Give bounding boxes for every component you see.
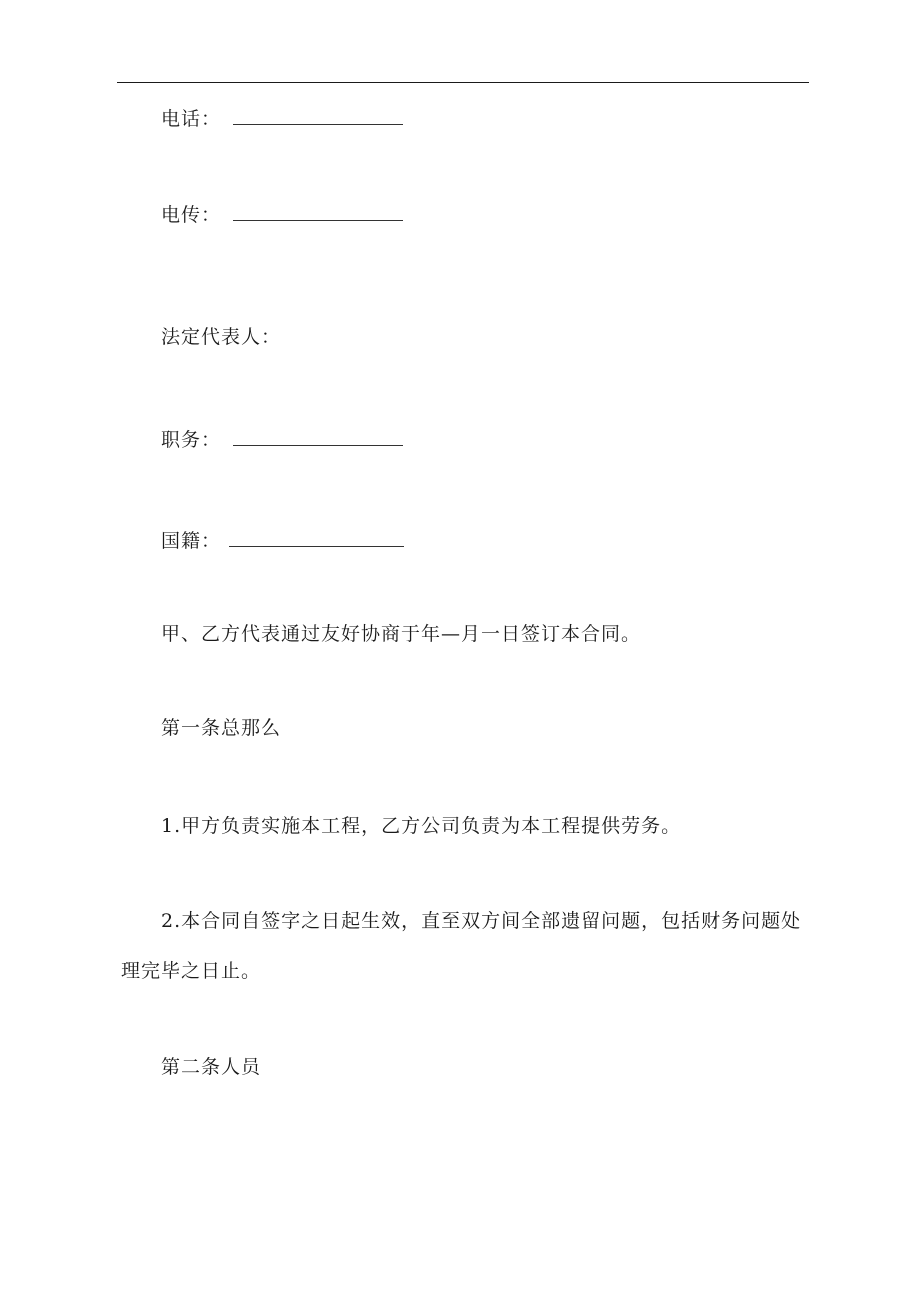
article-2-heading: 第二条人员 bbox=[161, 1056, 262, 1078]
nationality-label: 国籍： bbox=[161, 530, 222, 552]
article-1-heading: 第一条总那么 bbox=[161, 717, 282, 739]
article-1-item-2-line-2: 理完毕之日止。 bbox=[121, 960, 262, 982]
phone-blank bbox=[233, 106, 403, 125]
position-label: 职务： bbox=[161, 429, 222, 451]
nationality-field bbox=[161, 528, 404, 553]
intro-paragraph: 甲、乙方代表通过友好协商于年—月一日签订本合同。 bbox=[161, 623, 642, 645]
position-field bbox=[161, 427, 403, 452]
position-blank bbox=[233, 427, 403, 446]
fax-field bbox=[161, 202, 403, 227]
fax-blank bbox=[233, 202, 403, 221]
article-1-item-2-line-1: 2.本合同自签字之日起生效，直至双方间全部遗留问题，包括财务问题处 bbox=[161, 910, 802, 932]
phone-label: 电话： bbox=[161, 108, 222, 130]
nationality-blank bbox=[229, 528, 404, 547]
header-rule bbox=[117, 82, 809, 83]
phone-field bbox=[161, 106, 403, 131]
article-1-item-1: 1.甲方负责实施本工程，乙方公司负责为本工程提供劳务。 bbox=[161, 815, 682, 837]
legal-representative-label: 法定代表人： bbox=[161, 326, 282, 348]
legal-representative-field bbox=[161, 325, 281, 349]
fax-label: 电传： bbox=[161, 204, 222, 226]
